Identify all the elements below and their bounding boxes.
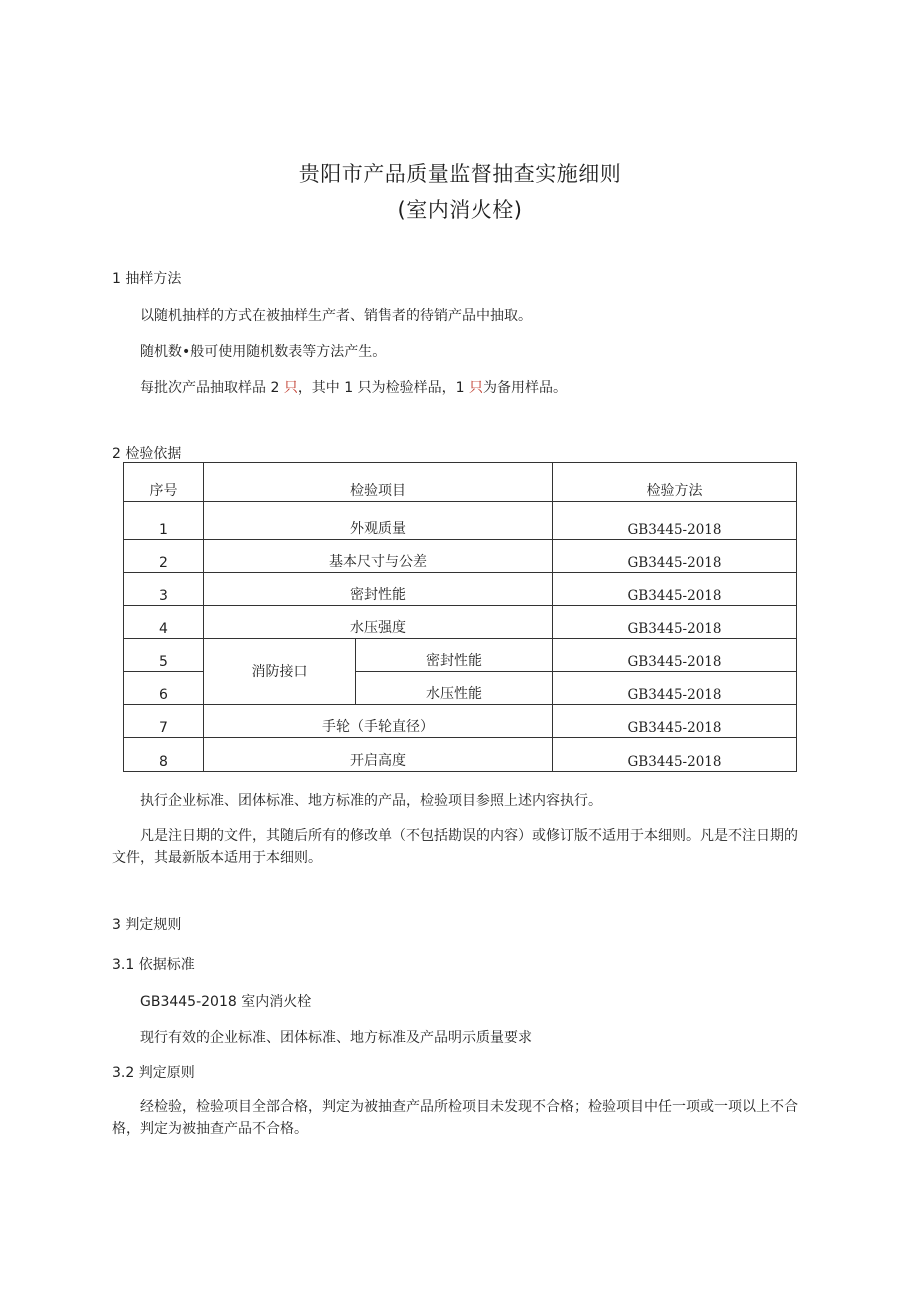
- sample-unit-red-2: 只: [468, 380, 483, 396]
- section-1-heading: 1 抽样方法: [112, 271, 182, 287]
- row-group-label: 消防接口: [204, 639, 356, 705]
- section-3-1-para-2: 现行有效的企业标准、团体标准、地方标准及产品明示质量要求: [140, 1030, 532, 1046]
- sample-text-part3: 为备用样品。: [482, 380, 567, 396]
- table-row: [124, 705, 797, 738]
- section-3-2-para-1: 经检验，检验项目全部合格，判定为被抽查产品所检项目未发现不合格；检验项目中任一项或一项以上不合格，判定为被抽查产品不合格。: [112, 1099, 798, 1137]
- header-item: 检验项目: [204, 463, 553, 502]
- row-item: 水压性能: [356, 672, 553, 705]
- document-title: 贵阳市产品质量监督抽查实施细则: [298, 162, 622, 186]
- header-no: 序号: [124, 463, 204, 502]
- table-row: [124, 540, 797, 573]
- table-row: [124, 639, 797, 672]
- row-no: 1: [124, 502, 204, 540]
- sample-text-part1: 每批次产品抽取样品 2: [140, 380, 284, 396]
- document-subtitle: (室内消火栓): [397, 198, 523, 222]
- row-item: 基本尺寸与公差: [204, 540, 553, 573]
- row-item: 水压强度: [204, 606, 553, 639]
- row-item: 手轮（手轮直径）: [204, 705, 553, 738]
- row-no: 4: [124, 606, 204, 639]
- inspection-table: [123, 462, 797, 772]
- table-row: [124, 738, 797, 772]
- row-item: 开启高度: [204, 738, 553, 772]
- table-row: [124, 573, 797, 606]
- table-row: [124, 606, 797, 639]
- sample-text-part2: ，其中 1 只为检验样品，1: [297, 380, 469, 396]
- section-3-heading: 3 判定规则: [112, 917, 182, 933]
- row-no: 8: [124, 738, 204, 772]
- sample-unit-red-1: 只: [283, 380, 298, 396]
- row-method: GB3445-2018: [553, 705, 797, 738]
- section-1-para-1: 以随机抽样的方式在被抽样生产者、销售者的待销产品中抽取。: [140, 308, 532, 324]
- table-row: [124, 502, 797, 540]
- row-item: 密封性能: [356, 639, 553, 672]
- row-method: GB3445-2018: [553, 573, 797, 606]
- row-method: GB3445-2018: [553, 639, 797, 672]
- table-header-row: [124, 463, 797, 502]
- row-method: GB3445-2018: [553, 738, 797, 772]
- row-no: 6: [124, 672, 204, 705]
- row-method: GB3445-2018: [553, 502, 797, 540]
- row-method: GB3445-2018: [553, 606, 797, 639]
- section-3-1-para-1: GB3445-2018 室内消火栓: [140, 994, 312, 1010]
- row-method: GB3445-2018: [553, 540, 797, 573]
- row-method: GB3445-2018: [553, 672, 797, 705]
- section-3-1-heading: 3.1 依据标准: [112, 957, 195, 973]
- row-no: 5: [124, 639, 204, 672]
- section-2-heading: 2 检验依据: [112, 446, 182, 462]
- row-no: 2: [124, 540, 204, 573]
- section-2-note-1: 执行企业标准、团体标准、地方标准的产品，检验项目参照上述内容执行。: [140, 793, 602, 809]
- section-3-2-heading: 3.2 判定原则: [112, 1065, 195, 1081]
- header-method: 检验方法: [553, 463, 797, 502]
- row-no: 7: [124, 705, 204, 738]
- section-1-para-3: [140, 377, 567, 397]
- row-no: 3: [124, 573, 204, 606]
- section-2-note-2: 凡是注日期的文件，其随后所有的修改单（不包括勘误的内容）或修订版不适用于本细则。凡是不注日期的文件，其最新版本适用于本细则。: [112, 828, 798, 866]
- row-item: 外观质量: [204, 502, 553, 540]
- row-item: 密封性能: [204, 573, 553, 606]
- section-1-para-2: 随机数•般可使用随机数表等方法产生。: [140, 344, 387, 360]
